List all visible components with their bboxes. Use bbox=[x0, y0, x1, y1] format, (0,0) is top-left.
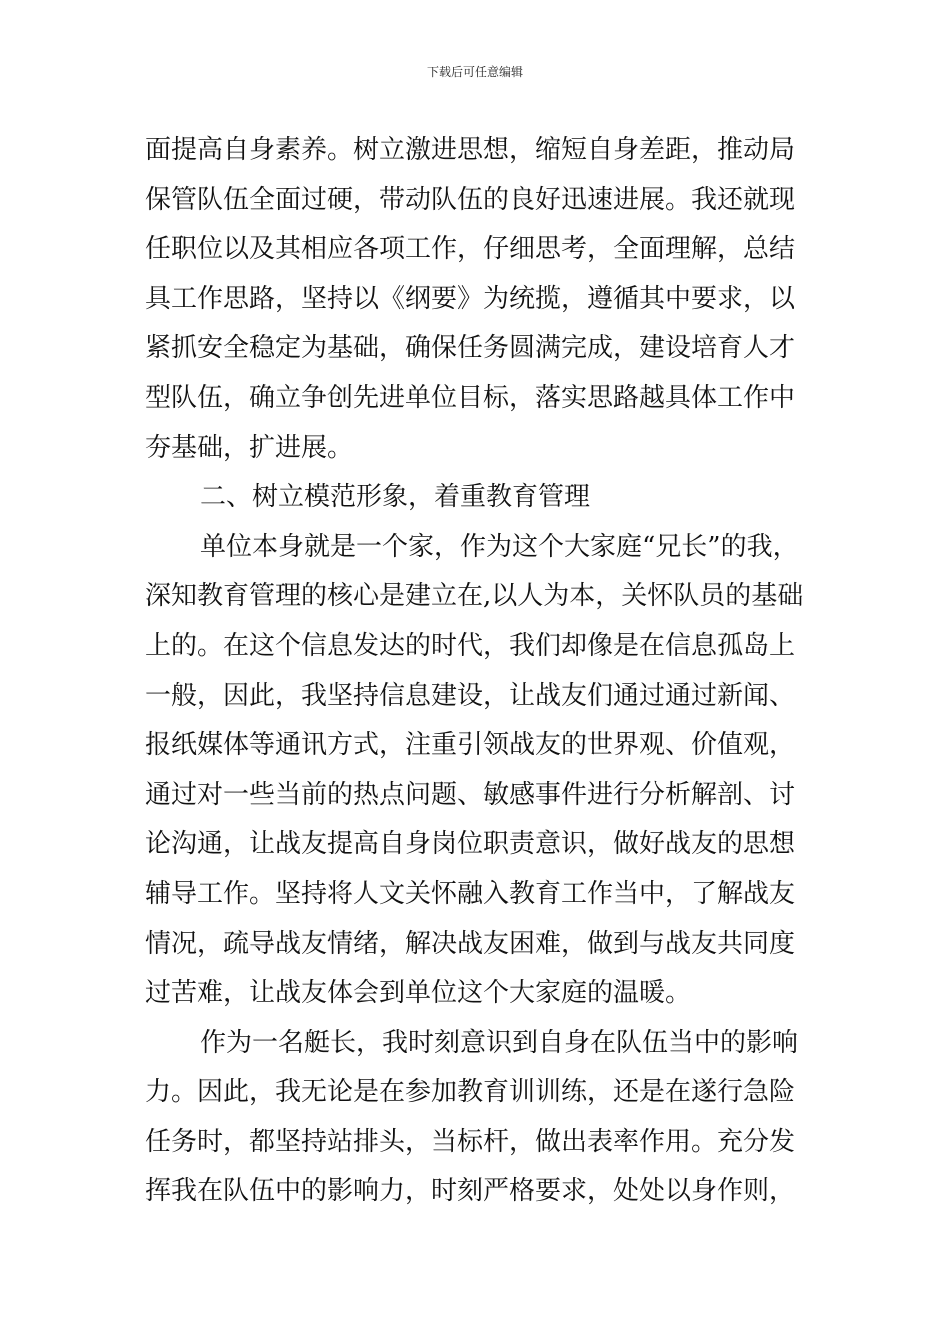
text-line: 保管队伍全面过硬，带动队伍的良好迅速进展。我还就现 bbox=[145, 184, 796, 215]
text-line: 通过对一些当前的热点问题、敏感事件进行分析解剖、讨 bbox=[145, 779, 796, 810]
text-line: 夯基础，扩进展。 bbox=[145, 432, 354, 463]
text-line: 辅导工作。坚持将人文关怀融入教育工作当中，了解战友 bbox=[145, 878, 796, 909]
text-line: 作为一名艇长，我时刻意识到自身在队伍当中的影响 bbox=[200, 1027, 799, 1058]
section-heading: 二、树立模范形象，着重教育管理 bbox=[200, 482, 591, 513]
document-body bbox=[145, 126, 825, 1217]
text-line: 任务时，都坚持站排头，当标杆，做出表率作用。充分发 bbox=[145, 1126, 796, 1157]
text-line: 上的。在这个信息发达的时代，我们却像是在信息孤岛上 bbox=[145, 630, 796, 661]
text-line: 单位本身就是一个家，作为这个大家庭“兄长”的我， bbox=[200, 531, 799, 562]
text-line: 报纸媒体等通讯方式，注重引领战友的世界观、价值观， bbox=[145, 730, 796, 761]
text-line: 过苦难，让战友体会到单位这个大家庭的温暖。 bbox=[145, 978, 692, 1009]
text-line: 情况，疏导战友情绪，解决战友困难，做到与战友共同度 bbox=[145, 928, 796, 959]
text-line: 任职位以及其相应各项工作，仔细思考，全面理解，总结 bbox=[145, 234, 796, 265]
text-line: 深知教育管理的核心是建立在,以人为本，关怀队员的基础 bbox=[145, 581, 804, 612]
text-line: 面提高自身素养。树立激进思想，缩短自身差距，推动局 bbox=[145, 135, 796, 165]
text-line: 一般，因此，我坚持信息建设，让战友们通过通过新闻、 bbox=[145, 680, 796, 711]
text-line: 型队伍，确立争创先进单位目标，落实思路越具体工作中 bbox=[145, 382, 796, 413]
page-header: 下载后可任意编辑 bbox=[426, 65, 523, 79]
text-line: 紧抓安全稳定为基础，确保任务圆满完成，建设培育人才 bbox=[145, 333, 796, 364]
text-line: 论沟通，让战友提高自身岗位职责意识，做好战友的思想 bbox=[145, 829, 796, 860]
text-line: 具工作思路，坚持以《纲要》为统揽，遵循其中要求，以 bbox=[145, 283, 796, 314]
text-line: 挥我在队伍中的影响力，时刻严格要求，处处以身作则， bbox=[145, 1176, 796, 1207]
text-line: 力。因此，我无论是在参加教育训训练，还是在遂行急险 bbox=[145, 1077, 796, 1108]
